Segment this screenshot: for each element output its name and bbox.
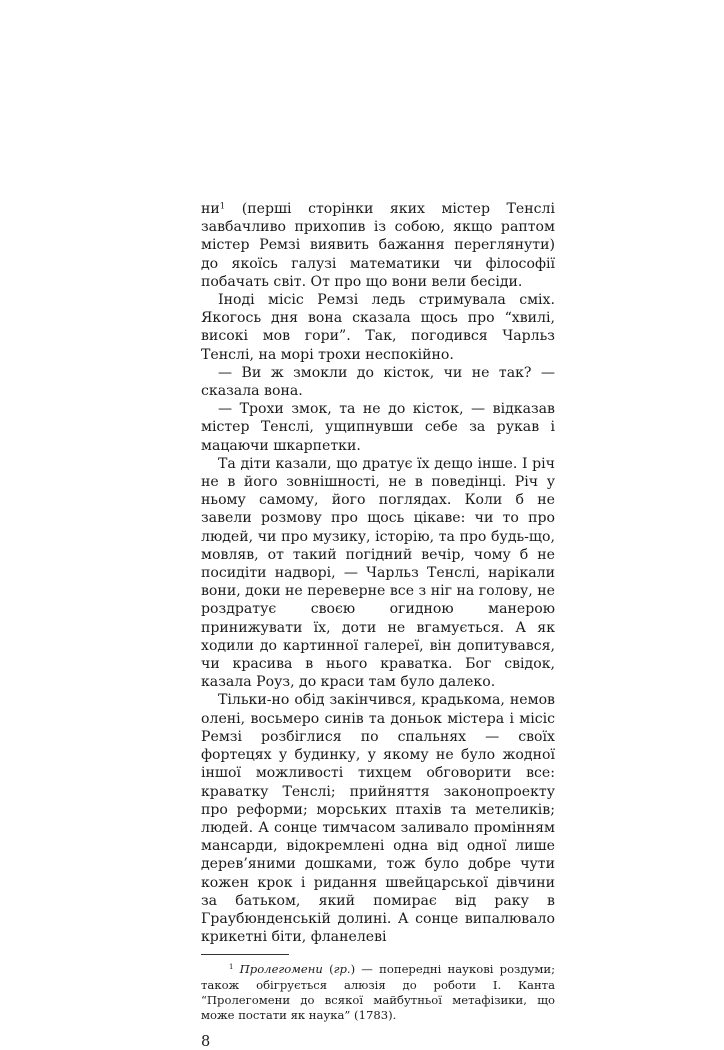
body-text bbox=[201, 200, 555, 946]
page-number: 8 bbox=[201, 1034, 211, 1050]
paragraph-1: $ни^1$ (перші сторінки яких містер Тенслі завбачливо прихопив із собою, якщо раптом містер Ремзі виявить бажання переглянути) до якоїсь галузі математики чи філософії побачать світ. От про що вони вели бесіди. bbox=[201, 200, 555, 290]
paragraph-4: — Трохи змок, та не до кісток, — відказав містер Тенслі, ущипнувши себе за рукав і мацаючи шкарпетки. bbox=[201, 401, 555, 454]
paragraph-3: — Ви ж змокли до кісток, чи не так? — сказала вона. bbox=[201, 364, 555, 400]
footnote-reference: 1 bbox=[219, 200, 226, 211]
footnote-term: Пролегомени bbox=[239, 962, 323, 977]
paragraph-6: Тільки-но обід закінчився, крадькома, немов олені, восьмеро синів та доньок містера і місіс Ремзі розбіглися по спальнях — своїх фортецях у будинку, у якому не було жодної іншої можливості тихцем обговорити все: краватку Тенслі; прийняття законопроекту про реформи; морських птахів та метеликів; людей. А сонце тимчасом заливало промінням мансарди, відокремлені одна від одної лише дерев’яними дошками, тож було добре чути кожен крок і ридання швейцарської дівчини за батьком, який помирає від раку в Граубюнденській долині. А сонце випалювало крикетні біти, фланелеві bbox=[201, 692, 555, 946]
footnote-mark: 1 bbox=[229, 963, 234, 972]
footnote: $^1$ Пролегомени (гр.) — попередні наукові роздуми; також обігрується алюзія до роботи І. Канта “Пролегомени до всякої майбутньої метафізики, що може постати як наука” (1783). bbox=[201, 962, 555, 1022]
footnote-lang: гр. bbox=[333, 962, 351, 977]
paragraph-2: Іноді місіс Ремзі ледь стримувала сміх. Якогось дня вона сказала щось про “хвилі, високі мов гори”. Так, погодився Чарльз Тенслі, на морі трохи неспокійно. bbox=[201, 292, 555, 363]
footnote-divider bbox=[201, 954, 289, 955]
paragraph-5: Та діти казали, що дратує їх дещо інше. І річ не в його зовнішності, не в поведінці. Річ у ньому самому, його поглядах. Коли б не завели розмову про щось цікаве: чи то про людей, чи про музику, історію, та про будь-що, мовляв, от такий погідний вечір, чому б не посидіти надворі, — Чарльз Тенслі, нарікали вони, доки не переверне все з ніг на голову, не роздратує своєю огидною манерою принижувати їх, доти не вгамується. А як ходили до картинної галереї, він допитувався, чи красива в нього краватка. Бог свідок, казала Роуз, до краси там було далеко. bbox=[201, 455, 555, 691]
book-page bbox=[201, 200, 555, 1050]
